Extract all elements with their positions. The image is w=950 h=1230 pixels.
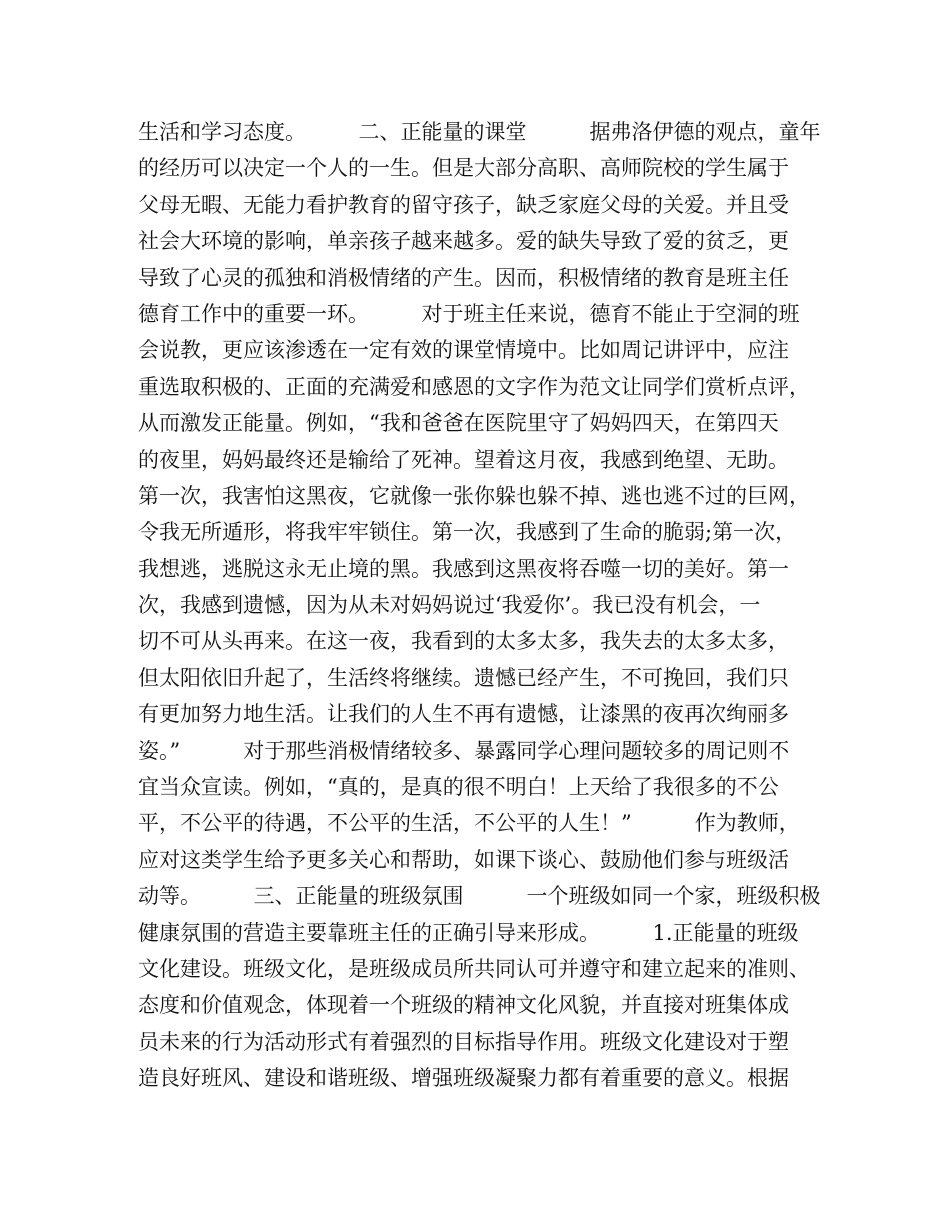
- text-line: 有更加努力地生活。让我们的人生不再有遗憾，让漆黑的夜再次绚丽多: [138, 702, 789, 727]
- text-line: 的经历可以决定一个人的一生。但是大部分高职、高师院校的学生属于: [138, 156, 789, 181]
- text-line: 动等。 三、正能量的班级氛围 一个班级如同一个家，班级积极: [138, 884, 821, 909]
- text-line: 社会大环境的影响，单亲孩子越来越多。爱的缺失导致了爱的贫乏，更: [138, 229, 789, 254]
- text-line: 德育工作中的重要一环。 对于班主任来说，德育不能止于空洞的班: [138, 301, 800, 326]
- text-line: 平，不公平的待遇，不公平的生活，不公平的人生！” 作为教师，: [138, 811, 800, 836]
- text-line: 第一次，我害怕这黑夜，它就像一张你躲也躲不掉、逃也逃不过的巨网，: [138, 483, 810, 508]
- text-line: 我想逃，逃脱这永无止境的黑。我感到这黑夜将吞噬一切的美好。第一: [138, 556, 789, 581]
- text-line: 导致了心灵的孤独和消极情绪的产生。因而，积极情绪的教育是班主任: [138, 265, 789, 290]
- text-line: 员未来的行为活动形式有着强烈的目标指导作用。班级文化建设对于塑: [138, 1029, 789, 1054]
- text-line: 次，我感到遗憾，因为从未对妈妈说过‘我爱你’。我已没有机会，一: [138, 593, 761, 618]
- text-line: 重选取积极的、正面的充满爱和感恩的文字作为范文让同学们赏析点评，: [138, 374, 810, 399]
- text-line: 切不可从头再来。在这一夜，我看到的太多太多，我失去的太多太多，: [138, 629, 789, 654]
- text-line: 健康氛围的营造主要靠班主任的正确引导来形成。 1.正能量的班级: [138, 920, 799, 945]
- body-text: [138, 114, 838, 1097]
- text-line: 态度和价值观念，体现着一个班级的精神文化风貌，并直接对班集体成: [138, 993, 789, 1018]
- text-line: 会说教，更应该渗透在一定有效的课堂情境中。比如周记讲评中，应注: [138, 338, 789, 363]
- text-line: 造良好班风、建设和谐班级、增强班级凝聚力都有着重要的意义。根据: [138, 1066, 789, 1091]
- text-line: 父母无暇、无能力看护教育的留守孩子，缺乏家庭父母的关爱。并且受: [138, 192, 789, 217]
- text-line: 生活和学习态度。 二、正能量的课堂 据弗洛伊德的观点，童年: [138, 120, 821, 144]
- text-line: 文化建设。班级文化，是班级成员所共同认可并遵守和建立起来的准则、: [138, 956, 810, 981]
- text-line: 宜当众宣读。例如，“真的，是真的很不明白！上天给了我很多的不公: [138, 775, 779, 800]
- text-line: 应对这类学生给予更多关心和帮助，如课下谈心、鼓励他们参与班级活: [138, 847, 789, 872]
- text-line: 从而激发正能量。例如，“我和爸爸在医院里守了妈妈四天，在第四天: [138, 411, 779, 436]
- text-line: 但太阳依旧升起了，生活终将继续。遗憾已经产生，不可挽回，我们只: [138, 665, 789, 690]
- text-line: 姿。” 对于那些消极情绪较多、暴露同学心理问题较多的周记则不: [138, 738, 790, 763]
- text-line: 令我无所遁形，将我牢牢锁住。第一次，我感到了生命的脆弱;第一次，: [138, 520, 797, 545]
- text-line: 的夜里，妈妈最终还是输给了死神。望着这月夜，我感到绝望、无助。: [138, 447, 789, 472]
